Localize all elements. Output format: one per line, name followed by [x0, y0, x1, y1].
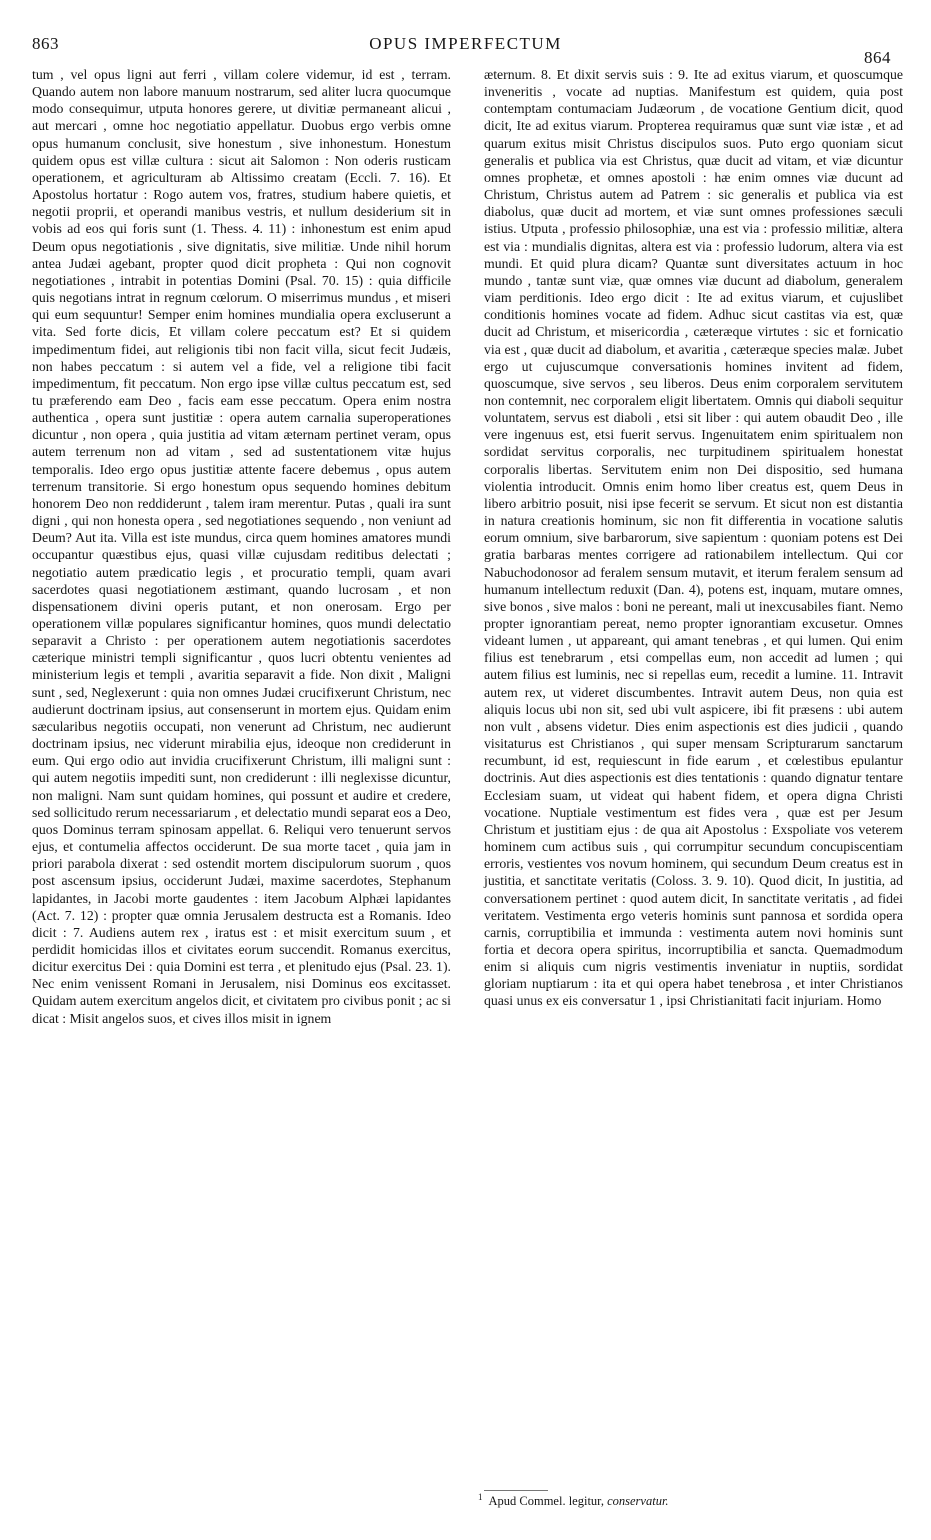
- footnote-rule: [484, 1490, 548, 1491]
- footnote-text: Apud Commel. legitur,: [488, 1494, 604, 1509]
- running-title: OPUS IMPERFECTUM: [369, 34, 562, 53]
- left-page-number: 863: [32, 34, 59, 53]
- right-page-number: 864: [864, 48, 891, 67]
- left-column: [32, 66, 451, 1027]
- right-column-text: æternum. 8. Et dixit servis suis : 9. Ite ad exitus viarum, et quoscumque inveneritis , vocate ad nuptias. Manifestum est quidem, quia post contemptam contumaciam Judæorum , de vocatione Gentium dicit, quod dicit, Ite ad exitus viarum. Propterea requiramus quæ sunt viæ istæ , et ad quarum exitus misit Christus discipulos suos. Puto ergo quoniam sicut generalis et publica via est Christus, quæ ducit ad vitam, et viæ dicuntur omnes prophetæ, et omnes apostoli : hæ enim omnes viæ ducunt ad Christum, Christus autem ad Patrem : sic generalis et publica via est diabolus, quæ ducit ad mortem, et viæ sunt omnes professiones sæculi istius. Utputa , professio philosophiæ, una est via : professio militiæ, altera est via : mundialis dignitas, altera est via : professio ludorum, altera via est mundi. Et quid plura dicam? Quantæ sunt diversitates actuum in hoc mundo , tantæ sunt viæ, quæ omnes viæ ducunt ad diabolum, generalem viam perditionis. Ideo ergo dicit : Ite ad exitus viarum, et cujuslibet conditionis homines vocate ad fidem. Adhuc sicut castitas via est, quæ ducit ad Christum, et misericordia , cæteræque virtutes : sic et fornicatio via est , quæ ducit ad diabolum, et avaritia , cæteræque species malæ. Jubet ergo ut cujuscumque conversationis homines invitent ad fidem, quoscumque, sive servos , seu liberos. Deus enim corporalem servitutem non contemnit, nec corporalem eligit libertatem. Omnis qui diaboli sequitur voluntatem, servus est diaboli , etsi sit liber : qui autem obaudit Deo , ille vere ingenuus est, etsi fuerit servus. Ingenuitatem enim spiritualem non sordidat servitus corporalis, nec turpitudinem spiritualem honestat corporalis libertas. Servitutem enim non Dei dispositio, sed humana violentia introducit. Omnis enim homo liber creatus est, quem Deus in libero arbitrio posuit, nisi ipse fecerit se servum. Et sicut non est distantia in natura creationis hominum, sic non fit differentia in vocatione salutis eorum omnium, sive barbarorum, sive sapientum : quoniam potens est Dei gratia barbaras mentes corrigere ad rationabilem intellectum. Qui cor Nabuchodonosor ad feralem sensum mutavit, et iterum feralem sensum ad humanum intellectum reduxit (Dan. 4), potens est, inquam, mutare omnes, sive bonos , sive malos : boni ne pereant, mali ut inexcusabiles fiant. Nemo propter ignorantiam pereat, nemo propter ignorantiam excusetur. Omnes videant lumen , ut appareant, qui amant tenebras , et qui lumen. Qui enim filius est tenebrarum , etsi compellas eum, non accedit ad lumen ; qui autem filius est luminis, nec si repellas eum, recedit a lumine. 11. Intravit autem rex, ut videret discumbentes. Intravit autem Deus, non quia est aliquis locus ubi non sit, sed ubi vult aspicere, ibi fit præsens : ubi autem non vult , absens videtur. Dies enim aspectionis est dies judicii , quando visitaturus est Christianos , qui super mensam Scripturarum sanctarum recumbunt, id est, requiescunt in fide earum , et cœlestibus epulantur doctrinis. Aut dies aspectionis est dies tentationis : quando dignatur tentare Ecclesiam suam, ut videat qui habent fidem, et opera digna Christi vocatione. Nuptiale vestimentum est fides vera , quæ est per Jesum Christum et justitiam ejus : de qua ait Apostolus : Exspoliate vos veterem hominem cum actibus suis , qui corrumpitur secundum concupiscentiam erroris, vestientes vos novum hominem, qui secundum Deum creatus est in justitia, et sanctitate veritatis (Coloss. 3. 9. 10). Quod dicit, In justitia, ad conversationem pertinet : quod autem dicit, In sanctitate veritatis , ad fidei veritatem. Vestimenta ergo veteris hominis sunt pannosa et sordida opera carnis, corruptibilia et immunda : vestimenta autem novi hominis sunt fortia et decora opera spiritus, incorruptibilia et sancta. Quemadmodum enim si aliquis cum nigris vestimentis inveniatur in nuptiis, sordidat gloriam nuptiarum : ita et qui opera habet tenebrosa , et inter Christianos quasi unus ex eis conversatur 1 , ipsi Christianitati facit injuriam. Homo: [484, 67, 903, 1009]
- footnote: [478, 1492, 669, 1509]
- left-column-text: tum , vel opus ligni aut ferri , villam colere videmur, id est , terram. Quando autem non labore manuum nostrarum, sed aliter lucra quocumque modo consequimur, utputa honores gerere, ut divitiæ permaneant alicui , aut mercari , omne hoc negotiatio appellatur. Duobus ergo verbis omne opus humanum conclusit, sive honestum , sive inhonestum. Honestum quidem opus est villæ cultura : sicut ait Salomon : Non oderis rusticam operationem, et agriculturam ab Altissimo creatam (Eccli. 7. 16). Et Apostolus hortatur : Rogo autem vos, fratres, studium habere quietis, et negotii proprii, et operandi manibus vestris, et nullum desiderium sit in vobis ad eos qui foris sunt (1. Thess. 4. 11) : inhonestum est enim apud Deum opus negotiationis , sive dignitatis, sive militiæ. Unde nihil horum antea Judæi agebant, propter quod dicit propheta : Qui non cognovit negotiationes , intrabit in potentias Domini (Psal. 70. 15) : quia difficile quis negotians intrat in regnum cœlorum. O miserrimus mundus , et miseri qui eum sequuntur! Semper enim homines mundialia opera excluserunt a vita. Sed forte dicis, Et villam colere peccatum est? Et si quidem impedimentum fidei, aut religionis tibi non facit villa, sicut fecit Judæis, non habes peccatum : si autem vel a fide, vel a religione tibi facit impedimentum, fit peccatum. Non ergo ipse villæ cultus peccatum est, sed tu præferendo eam Deo , facis eam esse peccatum. Opera enim nostra authentica , opera sunt justitiæ : opera autem carnalia superoperationes dicuntur , non opera , quia justitia ad vitam æternam pertinet veram, opus autem terrenum non ad vitam , sed ad sustentationem vitæ hujus temporalis. Ideo ergo opus justitiæ attente facere debemus , opus autem terrenum transitorie. Si ergo honestum opus sequendo homines debitum honorem Deo non reddiderunt , talem iram merentur. Putas , quali ira sunt digni , qui non honesta opera , sed negotiationes sequendo , non veniunt ad Deum? Aut ita. Villa est iste mundus, circa quem homines amatores mundi occupantur quæstibus ejus, quasi villæ cujusdam reditibus delectati ; negotiatio autem prædicatio legis , et procuratio templi, quam avari sacerdotes quasi negotiationem æstimant, quando lucrosam , et non dispensationem divini operis putant, et non onerosam. Ergo per operationem villæ populares significantur homines, quos mundi delectatio separavit a Christo : per operationem autem negotiationis sacerdotes cæterique ministri templi significantur , quos lucri obtentu venientes ad ministerium legis et templi , avaritia separavit a fide. Non dixit , Maligni sunt , sed, Neglexerunt : quia non omnes Judæi crucifixerunt Christum, nec audierunt doctrinam ipsius, aut consenserunt in mortem ejus. Quidam enim sæcularibus negotiis occupati, non venerunt ad Christum, nec audierunt doctrinam ipsius, nec viderunt mirabilia ejus, ideoque non crediderunt in eum. Qui ergo odio aut invidia crucifixerunt Christum, illi maligni sunt : qui autem negotiis impediti sunt, non crediderunt : illi neglexisse dicuntur, non maligni. Nam sunt quidam homines, qui possunt et audire et credere, sed sollicitudo rerum necessariarum , et delectatio mundi separat eos a Deo, quos Dominus terram spinosam appellat. 6. Reliqui vero tenuerunt servos ejus, et contumelia affectos occiderunt. De sua morte tacet , quia jam in priori parabola dixerat : sed ostendit mortem discipulorum suorum , quos post ascensum ipsius, occiderunt Judæi, maxime sacerdotes, Stephanum lapidantes, in Jacobi morte gaudentes : item Jacobum Alphæi lapidantes (Act. 7. 12) : propter quæ omnia Jerusalem destructa est a Romanis. Ideo dicit : 7. Audiens autem rex , iratus est : et misit exercitum suum , et perdidit homicidas illos et civitates eorum succendit. Romanus exercitus, dicitur exercitus Dei : quia Domini est terra , et plenitudo ejus (Psal. 23. 1). Nec enim venissent Romani in Jerusalem, nisi Dominus eos excitasset. Quidam autem exercitum angelos dicit, et civitatem pro civibus ponit ; ac si dicat : Misit angelos suos, et cives illos misit in ignem: [32, 67, 451, 1026]
- footnote-number: 1: [478, 1492, 483, 1502]
- right-column: [484, 66, 903, 1010]
- footnote-italic-word: conservatur.: [607, 1494, 669, 1509]
